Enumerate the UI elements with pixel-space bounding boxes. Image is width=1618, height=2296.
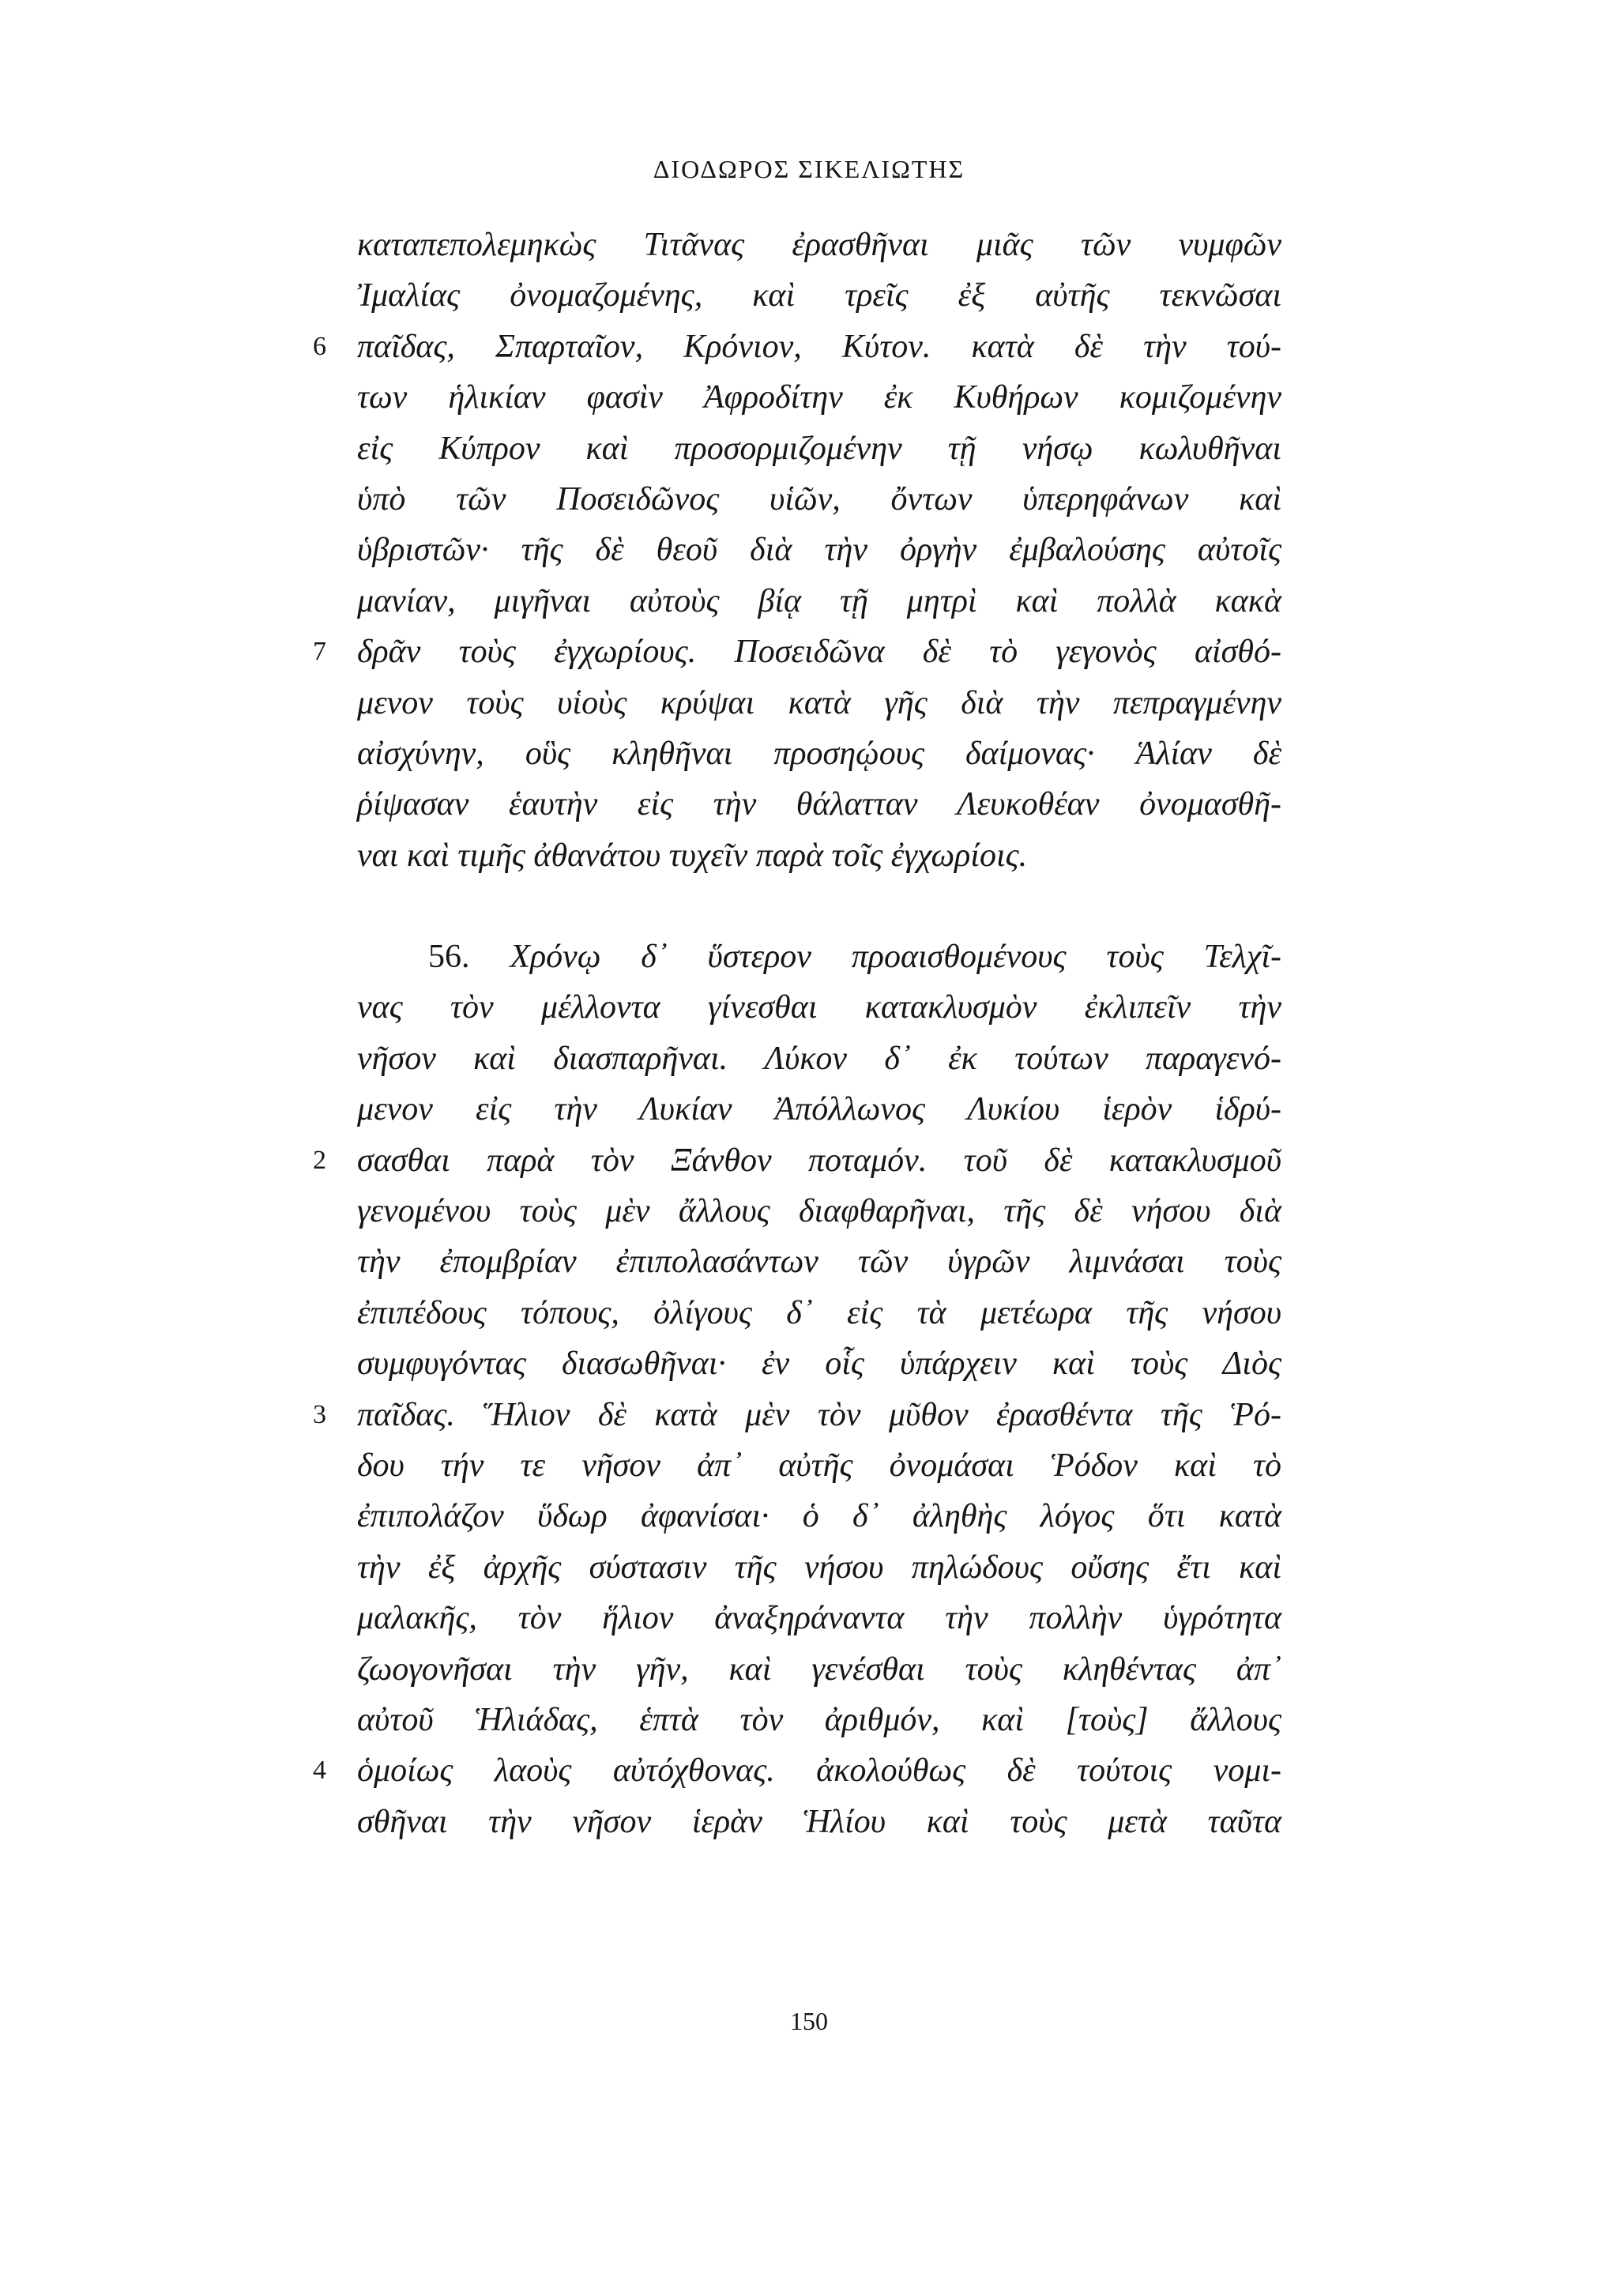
text-line [357,678,1281,728]
text-line [357,474,1281,525]
line-text: ὑβριστῶν· τῆς δὲ θεοῦ διὰ τὴν ὀργὴν ἐμβαλούσης αὐτοῖς [357,532,1281,569]
text-line [357,1033,1281,1084]
text-line [313,1390,1281,1440]
text-line [313,627,1281,677]
text-line [357,1542,1281,1593]
running-title: ΔΙΟΔΩΡΟΣ ΣΙΚΕΛΙΩΤΗΣ [653,155,965,183]
line-text: παῖδας. Ἥλιον δὲ κατὰ μὲν τὸν μῦθον ἐρασθέντα τῆς Ῥό- [357,1396,1281,1433]
line-text: ἐπιπολάζον ὕδωρ ἀφανίσαι· ὁ δ᾽ ἀληθὴς λόγος ὅτι κατὰ [357,1498,1281,1535]
text-line [357,1186,1281,1236]
text-line [357,1695,1281,1745]
text-line [357,220,1281,270]
text-line [357,1797,1281,1847]
main-text [313,220,1281,1847]
line-text: γενομένου τοὺς μὲν ἄλλους διαφθαρῆναι, τῆς δὲ νήσου διὰ [357,1193,1281,1230]
margin-number: 3 [313,1399,326,1429]
line-text: ὁμοίως λαοὺς αὐτόχθονας. ἀκολούθως δὲ τούτοις νομι- [357,1752,1281,1790]
text-line [357,576,1281,627]
line-text: μενον τοὺς υἱοὺς κρύψαι κατὰ γῆς διὰ τὴν πεπραγμένην [357,684,1281,721]
text-line [357,1338,1281,1389]
text-line [357,423,1281,474]
line-text: νας τὸν μέλλοντα γίνεσθαι κατακλυσμὸν ἐκλιπεῖν τὴν [357,989,1281,1026]
text-line [313,1135,1281,1186]
text-line [357,1593,1281,1643]
text-line [357,525,1281,575]
page-number: 150 [790,2007,828,2035]
line-text: παῖδας, Σπαρταῖον, Κρόνιον, Κύτον. κατὰ δὲ τὴν τού- [357,328,1281,365]
line-text: μανίαν, μιγῆναι αὐτοὺς βίᾳ τῇ μητρὶ καὶ πολλὰ κακὰ [357,582,1281,619]
text-line [313,322,1281,372]
text-line [357,779,1281,830]
text-line [357,1084,1281,1135]
margin-number: 6 [313,331,326,361]
line-text: αἰσχύνην, οὓς κληθῆναι προσηῴους δαίμονας· Ἁλίαν δὲ [357,735,1281,772]
line-text: τὴν ἐπομβρίαν ἐπιπολασάντων τῶν ὑγρῶν λιμνάσαι τοὺς [357,1244,1281,1281]
line-text: συμφυγόντας διασωθῆναι· ἐν οἷς ὑπάρχειν καὶ τοὺς Διὸς [357,1346,1281,1383]
text-line [357,1236,1281,1287]
line-text: Ἰμαλίας ὀνομαζομένης, καὶ τρεῖς ἐξ αὐτῆς τεκνῶσαι [357,277,1281,314]
text-line [357,830,1281,881]
line-text: τὴν ἐξ ἀρχῆς σύστασιν τῆς νήσου πηλώδους οὔσης ἔτι καὶ [357,1549,1281,1586]
paragraph-1 [313,220,1281,881]
line-text: Χρόνῳ δ᾽ ὕστερον προαισθομένους τοὺς Τελχῖ- [510,939,1281,976]
text-line [357,270,1281,321]
text-line [357,1644,1281,1695]
line-text: μενον εἰς τὴν Λυκίαν Ἀπόλλωνος Λυκίου ἱερὸν ἱδρύ- [357,1091,1281,1128]
paragraph-gap [357,881,1281,932]
text-line [357,982,1281,1033]
text-line [357,1491,1281,1541]
section-number: 56. [428,939,470,976]
line-text: νῆσον καὶ διασπαρῆναι. Λύκον δ᾽ ἐκ τούτων παραγενό- [357,1040,1281,1077]
text-line [357,1440,1281,1491]
line-text: ναι καὶ τιμῆς ἀθανάτου τυχεῖν παρὰ τοῖς ἐγχωρίοις. [357,837,1028,874]
text-line [357,728,1281,779]
line-text: ὑπὸ τῶν Ποσειδῶνος υἱῶν, ὄντων ὑπερηφάνων καὶ [357,480,1281,518]
line-text: σθῆναι τὴν νῆσον ἱερὰν Ἡλίου καὶ τοὺς μετὰ ταῦτα [357,1803,1281,1840]
line-text: ζωογονῆσαι τὴν γῆν, καὶ γενέσθαι τοὺς κληθέντας ἀπ᾽ [357,1650,1281,1688]
margin-number: 2 [313,1145,326,1175]
paragraph-2 [313,932,1281,1847]
line-text: εἰς Κύπρον καὶ προσορμιζομένην τῇ νήσῳ κωλυθῆναι [357,430,1281,467]
line-text: ἐπιπέδους τόπους, ὀλίγους δ᾽ εἰς τὰ μετέωρα τῆς νήσου [357,1294,1281,1331]
line-text: των ἡλικίαν φασὶν Ἀφροδίτην ἐκ Κυθήρων κομιζομένην [357,379,1281,416]
line-text: καταπεπολεμηκὼς Τιτᾶνας ἐρασθῆναι μιᾶς τῶν νυμφῶν [357,227,1281,263]
text-line [313,1745,1281,1796]
line-text: σασθαι παρὰ τὸν Ξάνθον ποταμόν. τοῦ δὲ κατακλυσμοῦ [357,1142,1281,1179]
line-text: μαλακῆς, τὸν ἥλιον ἀναξηράναντα τὴν πολλὴν ὑγρότητα [357,1600,1281,1637]
line-text: δρᾶν τοὺς ἐγχωρίους. Ποσειδῶνα δὲ τὸ γεγονὸς αἰσθό- [357,634,1281,671]
text-line [357,372,1281,423]
margin-number: 4 [313,1756,326,1786]
line-text: αὐτοῦ Ἡλιάδας, ἑπτὰ τὸν ἀριθμόν, καὶ [τοὺς] ἄλλους [357,1701,1281,1738]
line-text: δου τήν τε νῆσον ἀπ᾽ αὐτῆς ὀνομάσαι Ῥόδον καὶ τὸ [357,1447,1281,1484]
margin-number: 7 [313,637,326,667]
line-text: ῥίψασαν ἑαυτὴν εἰς τὴν θάλατταν Λευκοθέαν ὀνομασθῆ- [357,786,1281,823]
text-line [357,1288,1281,1338]
text-line [357,932,1281,982]
